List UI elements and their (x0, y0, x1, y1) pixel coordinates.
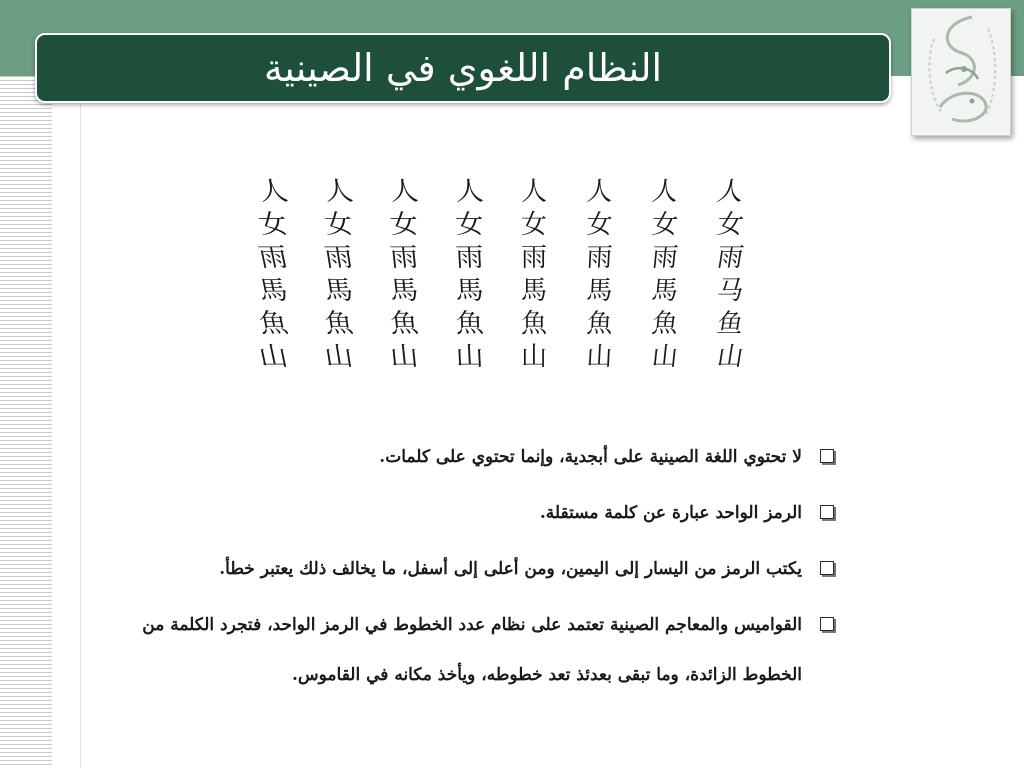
bullet-item (140, 600, 840, 700)
chinese-character: 人 (388, 176, 420, 207)
checkbox-bullet-icon (820, 617, 834, 631)
chinese-character: 山 (322, 342, 356, 372)
bullet-item (140, 432, 840, 482)
chinese-character: 馬 (388, 275, 420, 306)
chinese-character: 雨 (714, 243, 746, 273)
chinese-character: 魚 (521, 309, 548, 339)
page-title: النظام اللغوي في الصينية (263, 46, 663, 90)
chinese-character: 人 (650, 177, 680, 207)
bullet-text: لا تحتوي اللغة الصينية على أبجدية، وإنما تحتوي على كلمات. (379, 447, 802, 467)
chinese-character: 鱼 (714, 309, 746, 339)
chinese-character: 女 (454, 209, 485, 240)
left-stripe-decoration (0, 76, 52, 768)
chinese-character: 馬 (650, 276, 680, 306)
chinese-character: 魚 (256, 309, 291, 339)
chinese-character: 人 (454, 176, 485, 207)
chinese-character: 人 (322, 177, 356, 207)
chinese-character: 雨 (585, 243, 614, 273)
left-divider-line (80, 76, 81, 768)
chinese-character: 女 (714, 210, 746, 240)
bullet-list (140, 432, 840, 706)
chinese-character: 女 (256, 210, 291, 240)
logo (911, 8, 1011, 136)
chinese-character: 馬 (454, 275, 485, 306)
chinese-character: 馬 (322, 276, 356, 306)
chinese-character: 雨 (256, 243, 291, 273)
chinese-character: 雨 (521, 243, 548, 273)
arabic-calligraphy-logo-icon (912, 9, 1010, 135)
bullet-text: الرمز الواحد عبارة عن كلمة مستقلة. (539, 503, 802, 523)
chinese-character: 人 (256, 177, 291, 207)
chinese-character: 魚 (650, 309, 680, 339)
chinese-character: 人 (585, 177, 614, 207)
checkbox-bullet-icon (820, 561, 834, 575)
chinese-character: 女 (650, 210, 680, 240)
chinese-character: 山 (454, 341, 485, 372)
chinese-character: 山 (585, 342, 614, 372)
chinese-character: 女 (585, 210, 614, 240)
chinese-characters-evolution-figure (243, 176, 763, 372)
checkbox-bullet-icon (820, 505, 834, 519)
chinese-character: 女 (322, 210, 356, 240)
chinese-character: 马 (714, 276, 746, 306)
chinese-character: 雨 (388, 242, 420, 273)
chinese-character: 雨 (650, 243, 680, 273)
title-bar (35, 33, 891, 103)
chinese-character: 魚 (388, 308, 420, 339)
chinese-character: 人 (714, 177, 746, 207)
bullet-text: القواميس والمعاجم الصينية تعتمد على نظام عدد الخطوط في الرمز الواحد، فتجرد الكلمة من الخطوط الزائدة، وما تبقى بعدئذ تعد خطوطه، ويأخذ مكانه في القاموس. (142, 615, 802, 685)
checkbox-bullet-icon (820, 449, 834, 463)
chinese-character: 馬 (521, 276, 548, 306)
chinese-character: 女 (388, 209, 420, 240)
chinese-character: 馬 (256, 276, 291, 306)
characters-grid (243, 176, 763, 372)
chinese-character: 女 (521, 210, 548, 240)
chinese-character: 魚 (585, 309, 614, 339)
bullet-item (140, 544, 840, 594)
chinese-character: 山 (521, 342, 548, 372)
chinese-character: 山 (714, 342, 746, 372)
chinese-character: 人 (521, 177, 548, 207)
bullet-item (140, 488, 840, 538)
chinese-character: 山 (388, 341, 420, 372)
chinese-character: 山 (256, 342, 291, 372)
chinese-character: 魚 (454, 308, 485, 339)
chinese-character: 魚 (322, 309, 356, 339)
chinese-character: 馬 (585, 276, 614, 306)
chinese-character: 雨 (322, 243, 356, 273)
chinese-character: 山 (650, 342, 680, 372)
bullet-text: يكتب الرمز من اليسار إلى اليمين، ومن أعلى إلى أسفل، ما يخالف ذلك يعتبر خطأ. (219, 559, 802, 579)
chinese-character: 雨 (454, 242, 485, 273)
